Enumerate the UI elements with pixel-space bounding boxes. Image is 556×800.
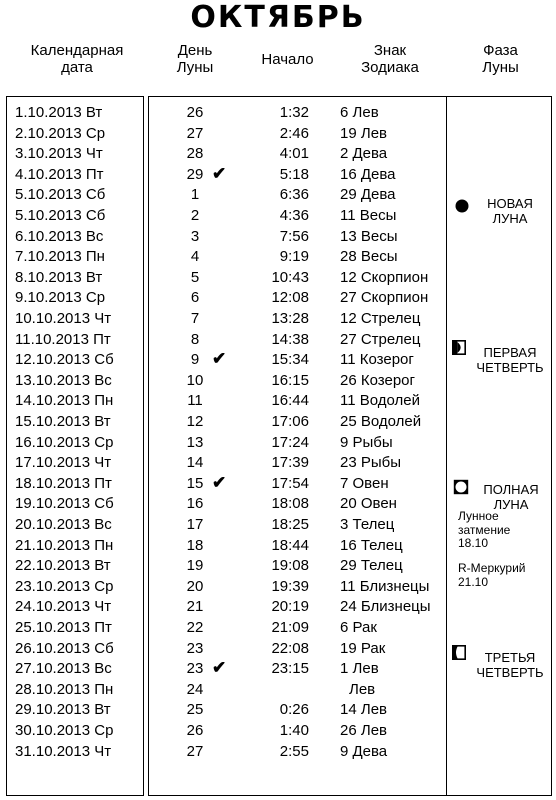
row-zodiac-sign: 1 Лев	[340, 660, 379, 678]
row-zodiac-sign: 16 Телец	[340, 536, 403, 554]
row-start-time: 13:28	[271, 310, 309, 327]
row-zodiac-sign: 13 Весы	[340, 227, 398, 245]
row-date: 3.10.2013 Чт	[15, 145, 103, 163]
row-moon-day: 13	[186, 433, 204, 451]
row-moon-day: 23	[186, 639, 204, 657]
check-mark-icon: ✔	[212, 658, 227, 678]
row-start-time: 10:43	[271, 268, 309, 286]
row-start-time: 6:36	[279, 186, 309, 204]
row-zodiac-sign: 11 Весы	[340, 207, 397, 224]
row-start-time: 1:32	[279, 104, 309, 121]
row-date: 13.10.2013 Вс	[15, 371, 112, 389]
row-start-time: 2:46	[279, 124, 309, 142]
row-moon-day: 23	[186, 660, 204, 678]
row-date: 20.10.2013 Вс	[15, 516, 112, 533]
row-start-time: 16:44	[271, 392, 309, 410]
row-zodiac-sign: Лев	[349, 680, 376, 698]
row-date: 25.10.2013 Пт	[15, 619, 112, 636]
check-mark-icon: ✔	[212, 349, 227, 369]
row-date: 7.10.2013 Пн	[15, 248, 105, 266]
row-zodiac-sign: 24 Близнецы	[340, 598, 431, 616]
row-start-time: 18:25	[271, 516, 309, 533]
mercury-retrograde-note: R-Меркурий 21.10	[458, 561, 526, 589]
row-zodiac-sign: 7 Овен	[340, 474, 389, 492]
row-date: 31.10.2013 Чт	[15, 742, 112, 760]
row-zodiac-sign: 16 Дева	[340, 165, 396, 183]
row-zodiac-sign: 6 Лев	[340, 104, 379, 121]
row-zodiac-sign: 20 Овен	[340, 495, 397, 513]
row-date: 4.10.2013 Пт	[15, 165, 104, 183]
header-date: Календарная дата	[30, 42, 124, 76]
row-date: 12.10.2013 Сб	[15, 351, 114, 369]
row-start-time: 17:06	[271, 413, 309, 430]
row-start-time: 15:34	[271, 351, 309, 369]
first-quarter-icon	[452, 340, 466, 355]
row-date: 19.10.2013 Сб	[15, 495, 114, 513]
row-date: 14.10.2013 Пн	[15, 392, 114, 410]
row-moon-day: 22	[186, 619, 204, 636]
row-start-time: 9:19	[279, 248, 309, 266]
row-moon-day: 26	[186, 104, 204, 121]
row-start-time: 7:56	[279, 227, 309, 245]
row-zodiac-sign: 6 Рак	[340, 619, 377, 636]
row-moon-day: 25	[186, 701, 204, 719]
row-start-time: 18:44	[271, 536, 309, 554]
row-date: 11.10.2013 Пт	[15, 330, 111, 348]
row-start-time: 20:19	[271, 598, 309, 616]
row-zodiac-sign: 27 Стрелец	[340, 330, 421, 348]
row-start-time: 16:15	[271, 371, 309, 389]
row-date: 23.10.2013 Ср	[15, 577, 114, 595]
row-date: 26.10.2013 Сб	[15, 639, 114, 657]
row-date: 24.10.2013 Чт	[15, 598, 112, 616]
row-start-time: 19:08	[271, 557, 309, 575]
row-start-time: 17:24	[271, 433, 309, 451]
row-zodiac-sign: 12 Скорпион	[340, 268, 429, 286]
row-date: 27.10.2013 Вс	[15, 660, 112, 678]
row-moon-day: 8	[190, 330, 200, 348]
row-moon-day: 9	[190, 351, 200, 369]
row-moon-day: 4	[190, 248, 200, 266]
row-date: 30.10.2013 Ср	[15, 722, 114, 739]
row-start-time: 17:39	[271, 454, 309, 472]
row-date: 28.10.2013 Пн	[15, 680, 114, 698]
row-zodiac-sign: 12 Стрелец	[340, 310, 421, 327]
row-moon-day: 11	[187, 392, 203, 410]
row-moon-day: 24	[186, 680, 204, 698]
row-date: 2.10.2013 Ср	[15, 124, 106, 142]
row-moon-day: 28	[186, 145, 204, 163]
row-moon-day: 15	[186, 474, 204, 492]
row-zodiac-sign: 11 Водолей	[340, 392, 420, 410]
row-start-time: 1:40	[279, 722, 309, 739]
row-start-time: 0:26	[279, 701, 309, 719]
row-moon-day: 26	[186, 722, 204, 739]
row-moon-day: 1	[190, 186, 200, 204]
row-start-time: 21:09	[271, 619, 309, 636]
row-start-time: 14:38	[271, 330, 309, 348]
row-start-time: 22:08	[271, 639, 309, 657]
row-zodiac-sign: 11 Близнецы	[340, 577, 430, 595]
check-mark-icon: ✔	[212, 472, 227, 492]
row-moon-day: 14	[186, 454, 204, 472]
row-moon-day: 20	[186, 577, 204, 595]
row-zodiac-sign: 19 Лев	[340, 124, 388, 142]
row-moon-day: 3	[190, 227, 200, 245]
lunar-eclipse-note: Лунное затмение 18.10	[458, 509, 511, 550]
row-moon-day: 2	[190, 207, 200, 224]
row-date: 9.10.2013 Ср	[15, 289, 106, 307]
third-quarter-icon	[452, 645, 466, 660]
row-start-time: 12:08	[271, 289, 309, 307]
row-date: 22.10.2013 Вт	[15, 557, 111, 575]
row-zodiac-sign: 26 Лев	[340, 722, 388, 739]
row-start-time: 19:39	[271, 577, 309, 595]
header-phase: Фаза Луны	[482, 42, 519, 76]
row-date: 1.10.2013 Вт	[15, 104, 103, 121]
row-start-time: 23:15	[271, 660, 309, 678]
page-title: ОКТЯБРЬ	[190, 0, 366, 35]
row-zodiac-sign: 3 Телец	[340, 516, 395, 533]
row-start-time: 4:36	[279, 207, 309, 224]
row-moon-day: 17	[186, 516, 204, 533]
row-moon-day: 7	[190, 310, 200, 327]
row-zodiac-sign: 27 Скорпион	[340, 289, 429, 307]
row-date: 10.10.2013 Чт	[15, 310, 112, 327]
row-zodiac-sign: 9 Дева	[340, 742, 388, 760]
row-moon-day: 21	[186, 598, 204, 616]
header-sign: Знак Зодиака	[361, 42, 419, 76]
row-start-time: 17:54	[271, 474, 309, 492]
row-moon-day: 18	[186, 536, 204, 554]
phase-new-moon: НОВАЯ ЛУНА	[487, 196, 533, 226]
row-date: 18.10.2013 Пт	[15, 474, 112, 492]
row-moon-day: 27	[186, 742, 204, 760]
row-moon-day: 6	[190, 289, 200, 307]
row-moon-day: 10	[186, 371, 204, 389]
row-start-time: 18:08	[271, 495, 309, 513]
row-moon-day: 29	[186, 165, 204, 183]
check-mark-icon: ✔	[212, 163, 227, 183]
row-zodiac-sign: 9 Рыбы	[340, 433, 393, 451]
row-date: 8.10.2013 Вт	[15, 268, 103, 286]
row-start-time: 4:01	[279, 145, 309, 163]
row-zodiac-sign: 29 Телец	[340, 557, 403, 575]
row-start-time: 2:55	[279, 742, 309, 760]
header-start: Начало	[261, 51, 314, 68]
row-zodiac-sign: 25 Водолей	[340, 413, 422, 430]
row-date: 5.10.2013 Сб	[15, 186, 106, 204]
row-date: 15.10.2013 Вт	[15, 413, 111, 430]
row-date: 29.10.2013 Вт	[15, 701, 111, 719]
row-zodiac-sign: 29 Дева	[340, 186, 396, 204]
row-date: 17.10.2013 Чт	[15, 454, 112, 472]
row-start-time: 5:18	[279, 165, 309, 183]
row-zodiac-sign: 2 Дева	[340, 145, 388, 163]
row-date: 21.10.2013 Пн	[15, 536, 114, 554]
row-moon-day: 27	[186, 124, 204, 142]
row-zodiac-sign: 23 Рыбы	[340, 454, 402, 472]
row-zodiac-sign: 19 Рак	[340, 639, 386, 657]
phase-full-moon: ПОЛНАЯ ЛУНА	[483, 482, 539, 512]
row-moon-day: 12	[186, 413, 204, 430]
row-zodiac-sign: 26 Козерог	[340, 371, 415, 389]
row-date: 6.10.2013 Вс	[15, 227, 104, 245]
full-moon-icon	[453, 479, 469, 495]
row-zodiac-sign: 14 Лев	[340, 701, 388, 719]
row-moon-day: 5	[190, 268, 200, 286]
row-date: 5.10.2013 Сб	[15, 207, 106, 224]
row-date: 16.10.2013 Ср	[15, 433, 114, 451]
row-moon-day: 16	[186, 495, 204, 513]
row-moon-day: 19	[186, 557, 204, 575]
phase-first-quarter: ПЕРВАЯ ЧЕТВЕРТЬ	[476, 345, 544, 375]
header-moon-day: День Луны	[176, 42, 214, 76]
phase-third-quarter: ТРЕТЬЯ ЧЕТВЕРТЬ	[476, 650, 544, 680]
row-zodiac-sign: 11 Козерог	[340, 351, 414, 369]
row-zodiac-sign: 28 Весы	[340, 248, 398, 266]
new-moon-icon	[455, 199, 469, 213]
phase-column-divider	[446, 96, 447, 796]
